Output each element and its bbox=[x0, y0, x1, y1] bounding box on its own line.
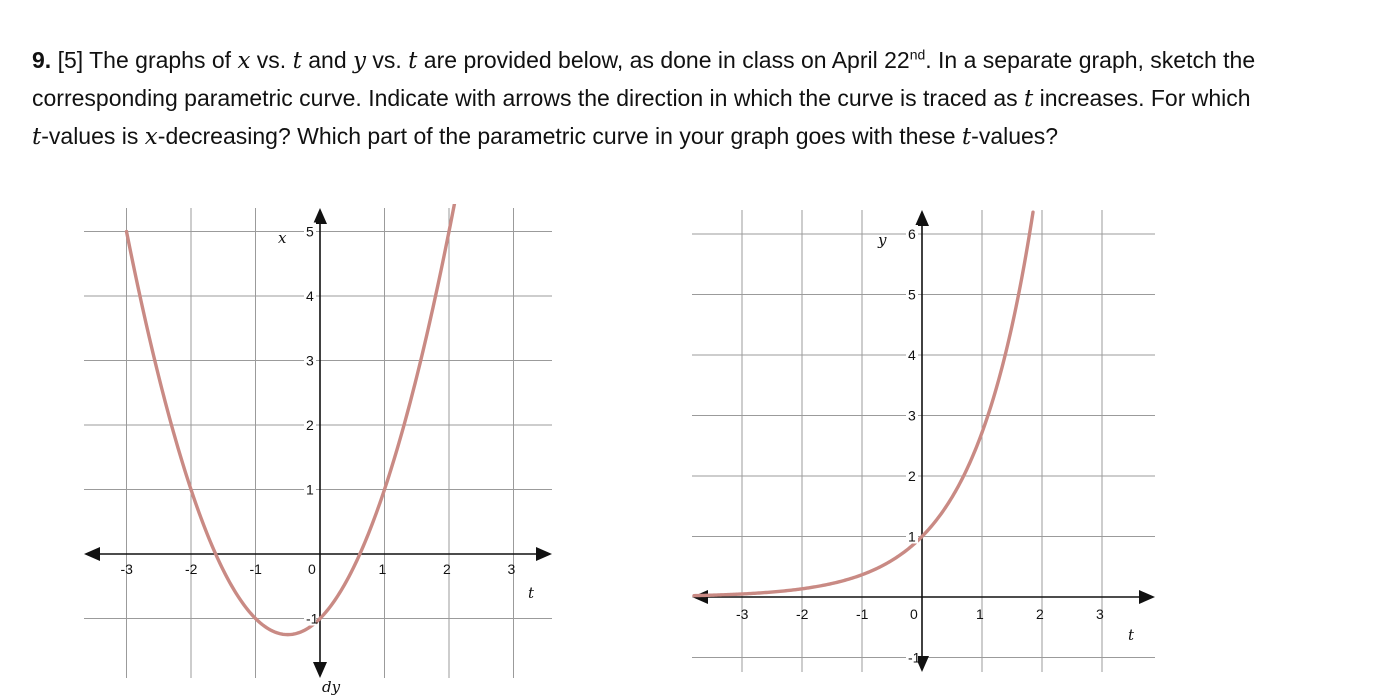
t-tick-label: 1 bbox=[976, 606, 984, 622]
text-segment: -values is bbox=[41, 123, 145, 149]
math-variable: t bbox=[408, 48, 418, 74]
t-tick-label: -3 bbox=[120, 561, 133, 577]
math-variable: y bbox=[353, 48, 366, 74]
t-axis-variable-label: t bbox=[1128, 626, 1135, 644]
t-tick-label: -2 bbox=[185, 561, 198, 577]
value-tick-label: 6 bbox=[908, 226, 916, 242]
t-tick-label: 3 bbox=[507, 561, 516, 577]
t-tick-label: 2 bbox=[443, 561, 451, 577]
value-axis-variable-label: y bbox=[878, 231, 887, 249]
value-tick-label: 3 bbox=[908, 407, 916, 424]
superscript: nd bbox=[909, 46, 926, 63]
text-segment: -values? bbox=[971, 123, 1059, 149]
value-tick-label: 1 bbox=[306, 481, 314, 498]
t-axis-variable-label: t bbox=[528, 584, 535, 602]
value-tick-label: 4 bbox=[306, 288, 314, 304]
math-variable: x bbox=[144, 124, 158, 150]
t-tick-label: 3 bbox=[1096, 606, 1104, 622]
math-variable: t bbox=[292, 48, 302, 74]
problem-number: 9. bbox=[32, 47, 58, 73]
text-segment: [5] The graphs of bbox=[57, 47, 238, 73]
value-axis-up-arrow-icon bbox=[915, 210, 929, 226]
text-segment: vs. bbox=[250, 47, 293, 73]
t-tick-label: -3 bbox=[736, 606, 749, 622]
value-axis-variable-label: x bbox=[278, 229, 287, 247]
t-tick-label: 0 bbox=[308, 561, 316, 577]
text-segment: increases. For which bbox=[1033, 85, 1251, 111]
value-tick-label: 5 bbox=[306, 223, 314, 240]
t-axis-right-arrow-icon bbox=[1139, 590, 1155, 604]
math-variable: t bbox=[1024, 86, 1034, 112]
t-tick-label: -2 bbox=[796, 606, 809, 622]
t-tick-label: 0 bbox=[910, 606, 918, 622]
text-segment: and bbox=[301, 47, 353, 73]
value-tick-label: 4 bbox=[908, 347, 916, 363]
text-segment: -decreasing? Which part of the parametric curve in your graph goes with these bbox=[157, 123, 962, 149]
t-tick-label: -1 bbox=[856, 606, 869, 622]
value-tick-label: 5 bbox=[908, 286, 916, 303]
value-tick-label: 2 bbox=[908, 468, 916, 484]
t-tick-label: 2 bbox=[1036, 606, 1044, 622]
t-tick-label: 1 bbox=[378, 561, 387, 577]
cut-off-text: dy bbox=[322, 678, 341, 696]
math-variable: t bbox=[32, 124, 42, 150]
math-variable: x bbox=[237, 48, 251, 74]
value-tick-label: 3 bbox=[306, 352, 314, 369]
value-tick-label: -1 bbox=[908, 649, 921, 666]
value-tick-label: 2 bbox=[306, 417, 314, 433]
text-segment: vs. bbox=[366, 47, 409, 73]
t-tick-label: -1 bbox=[249, 561, 262, 577]
value-tick-label: -1 bbox=[306, 610, 319, 627]
math-variable: t bbox=[961, 124, 972, 150]
text-segment: . In a separate graph, sketch the corresponding parametric curve. Indicate with arrows the direction in which the curve is traced as bbox=[32, 47, 1256, 111]
value-tick-label: 1 bbox=[908, 528, 916, 545]
text-segment: are provided below, as done in class on April 22 bbox=[417, 47, 910, 73]
